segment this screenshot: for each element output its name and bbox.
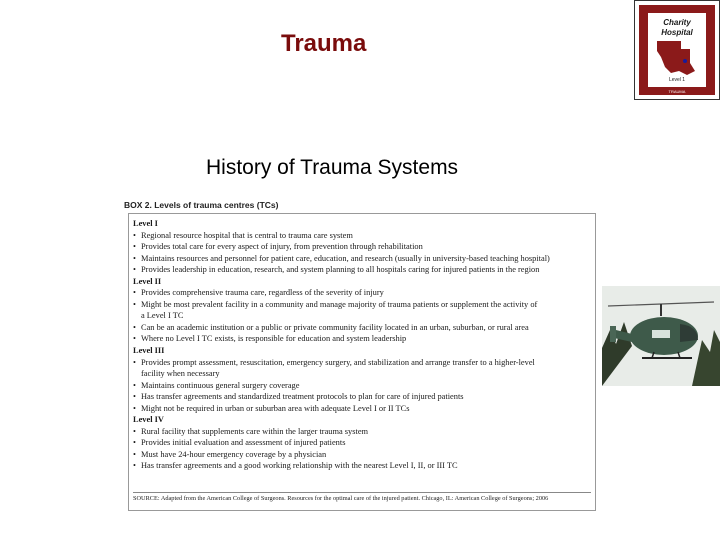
bullet-item: • Provides initial evaluation and assessment of injured patients bbox=[133, 437, 591, 449]
slide-title: Trauma bbox=[281, 30, 367, 57]
bullet-item: • Provides prompt assessment, resuscitation, emergency surgery, and stabilization and arrange transfer to a higher-level bbox=[133, 357, 591, 369]
source-divider bbox=[133, 492, 591, 493]
bullet-item: • Where no Level I TC exists, is responsible for education and system leadership bbox=[133, 333, 591, 345]
bullet-item: • Provides total care for every aspect of injury, from prevention through rehabilitation bbox=[133, 241, 591, 253]
slide-subtitle: History of Trauma Systems bbox=[206, 156, 459, 179]
box-body bbox=[128, 213, 596, 511]
helicopter-photo bbox=[602, 286, 720, 386]
bullet-item: • Might not be required in urban or suburban area with adequate Level I or II TCs bbox=[133, 403, 591, 415]
bullet-item: • Can be an academic institution or a public or private community facility located in an urban, suburban, or rural area bbox=[133, 322, 591, 334]
bullet-item: • Provides comprehensive trauma care, regardless of the severity of injury bbox=[133, 287, 591, 299]
box-content bbox=[133, 218, 591, 472]
level-heading: Level I bbox=[133, 219, 158, 228]
bullet-item: • Might be most prevalent facility in a community and manage majority of trauma patients or supplement the activity of bbox=[133, 299, 591, 311]
medical-helicopter-photo-icon bbox=[602, 286, 720, 386]
bullet-continuation: a Level I TC bbox=[141, 311, 184, 321]
logo-line-1: Charity bbox=[663, 18, 691, 27]
bullet-item: • Regional resource hospital that is central to trauma care system bbox=[133, 230, 591, 242]
level-heading: Level II bbox=[133, 276, 162, 286]
logo-line-2: Hospital bbox=[661, 28, 693, 37]
bullet-item: • Has transfer agreements and standardized treatment protocols to plan for care of injured patients bbox=[133, 391, 591, 403]
box-title: BOX 2. Levels of trauma centres (TCs) bbox=[124, 200, 279, 210]
bullet-item: • Must have 24-hour emergency coverage by a physician bbox=[133, 449, 591, 461]
level-heading: Level IV bbox=[133, 415, 164, 425]
charity-hospital-logo bbox=[634, 0, 720, 100]
bullet-item: • Provides leadership in education, research, and system planning to all hospitals caring for injured patients in the region bbox=[133, 264, 591, 276]
bullet-item: • Maintains resources and personnel for patient care, education, and research (usually in university-based teaching hospital) bbox=[133, 253, 591, 265]
logo-line-4: TRAUMA bbox=[668, 89, 686, 94]
trauma-levels-table bbox=[124, 200, 596, 510]
bullet-continuation: facility when necessary bbox=[141, 369, 220, 379]
level-heading: Level III bbox=[133, 346, 165, 356]
bullet-item: • Rural facility that supplements care within the larger trauma system bbox=[133, 426, 591, 438]
charity-hospital-seal-icon bbox=[635, 1, 719, 99]
bullet-item: • Has transfer agreements and a good working relationship with the nearest Level I, II, or III TC bbox=[133, 460, 591, 472]
logo-line-3: Level 1 bbox=[668, 77, 686, 83]
bullet-item: • Maintains continuous general surgery coverage bbox=[133, 380, 591, 392]
source-note: SOURCE: Adapted from the American College of Surgeons. Resources for the optimal care of the injured patient. Chicago, IL: American College of Surgeons; 2006 bbox=[133, 495, 549, 502]
